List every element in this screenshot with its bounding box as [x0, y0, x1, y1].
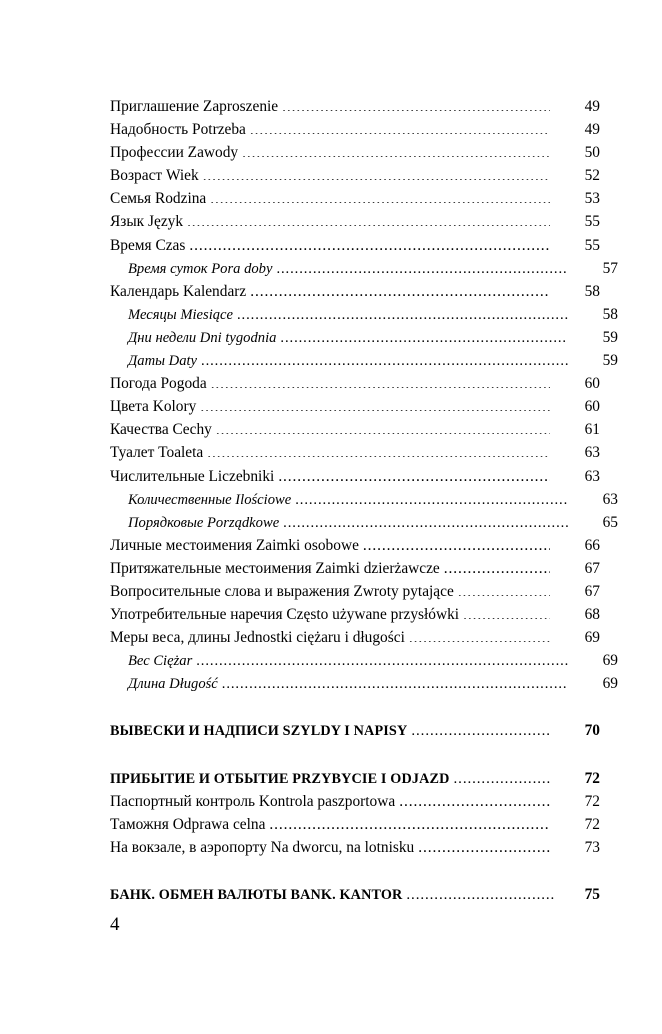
- toc-dot-leader: [276, 258, 568, 273]
- toc-dot-leader: [363, 534, 550, 549]
- toc-entry-page-number: 49: [584, 121, 600, 139]
- toc-entry-page-number: 72: [584, 792, 600, 810]
- toc-entry-label: Цвета Kolory: [110, 398, 197, 416]
- toc-dot-leader: [295, 489, 568, 504]
- page-folio-number: 4: [110, 914, 120, 935]
- toc-dot-leader: [282, 96, 550, 111]
- toc-entry[interactable]: [110, 234, 600, 257]
- toc-entry-label: ВЫВЕСКИ И НАДПИСИ SZYLDY I NAPISY: [110, 723, 408, 740]
- toc-dot-leader: [200, 396, 550, 411]
- toc-entry[interactable]: [110, 649, 618, 672]
- toc-dot-leader: [237, 304, 568, 319]
- toc-entry-label: Возраст Wiek: [110, 167, 199, 185]
- toc-entry-label: Числительные Liczebniki: [110, 467, 275, 485]
- toc-entry-label: ПРИБЫТИЕ И ОТБЫТИЕ PRZYBYCIE I ODJAZD: [110, 770, 450, 787]
- toc-entry-label: Притяжательные местоимения Zaimki dzierżawcze: [110, 559, 440, 577]
- toc-entry-label: Время суток Pora doby: [128, 260, 273, 277]
- toc-entry[interactable]: [110, 349, 618, 372]
- toc-entry[interactable]: [110, 372, 600, 395]
- toc-entry[interactable]: [110, 118, 600, 141]
- toc-entry-page-number: 72: [584, 769, 600, 787]
- toc-entry-label: Длина Długość: [128, 676, 218, 693]
- toc-entry-label: Употребительные наречия Często używane przysłówki: [110, 606, 460, 624]
- toc-entry-page-number: 72: [584, 815, 600, 833]
- toc-entry[interactable]: [110, 465, 600, 488]
- toc-entry-page-number: 52: [584, 167, 600, 185]
- toc-entry-label: Меры веса, длины Jednostki ciężaru i długości: [110, 629, 405, 647]
- toc-dot-leader: [406, 884, 554, 899]
- toc-entry-label: На вокзале, в аэропорту Na dworcu, na lotnisku: [110, 838, 415, 856]
- toc-entry[interactable]: [110, 303, 618, 326]
- toc-entry-page-number: 57: [602, 259, 618, 277]
- toc-dot-leader: [280, 327, 568, 342]
- toc-dot-leader: [454, 768, 550, 783]
- toc-entry-page-number: 60: [584, 375, 600, 393]
- toc-entry-label: Дни недели Dni tygodnia: [128, 329, 277, 346]
- toc-entry-page-number: 59: [602, 328, 618, 346]
- toc-entry-label: Семья Rodzina: [110, 190, 207, 208]
- toc-dot-leader: [250, 280, 550, 295]
- toc-entry-page-number: 69: [602, 652, 618, 670]
- toc-entry[interactable]: [110, 257, 618, 280]
- toc-entry-label: Личные местоимения Zaimki osobowe: [110, 536, 359, 554]
- toc-entry-page-number: 49: [584, 98, 600, 115]
- toc-entry-label: Язык Język: [110, 213, 184, 231]
- toc-dot-leader: [458, 581, 550, 596]
- toc-entry-label: Вес Ciężar: [128, 653, 193, 670]
- toc-entry[interactable]: [110, 719, 600, 742]
- toc-entry[interactable]: [110, 603, 600, 626]
- toc-entry-page-number: 63: [584, 467, 600, 485]
- toc-entry-page-number: 75: [584, 885, 600, 903]
- toc-entry-label: Профессии Zawody: [110, 144, 239, 162]
- toc-entry-label: Туалет Toaleta: [110, 444, 204, 462]
- toc-entry[interactable]: [110, 441, 600, 464]
- toc-dot-leader: [411, 720, 550, 735]
- toc-entry-page-number: 59: [602, 352, 618, 370]
- toc-entry-page-number: 63: [584, 444, 600, 462]
- toc-entry-label: Погода Pogoda: [110, 375, 207, 393]
- toc-entry-page-number: 66: [584, 536, 600, 554]
- toc-entry-label: Качества Cechy: [110, 421, 212, 439]
- toc-entry-label: Паспортный контроль Kontrola paszportowa: [110, 792, 396, 810]
- toc-entry[interactable]: [110, 767, 600, 790]
- toc-dot-leader: [409, 627, 550, 642]
- toc-entry-label: Вопросительные слова и выражения Zwroty pytające: [110, 582, 454, 600]
- toc-dot-leader: [222, 673, 568, 688]
- toc-entry[interactable]: [110, 534, 600, 557]
- toc-entry-page-number: 67: [584, 559, 600, 577]
- toc-dot-leader: [189, 234, 550, 249]
- toc-entry[interactable]: [110, 790, 600, 813]
- toc-dot-leader: [196, 650, 568, 665]
- toc-entry-page-number: 55: [584, 236, 600, 254]
- toc-dot-leader: [203, 165, 550, 180]
- toc-entry-page-number: 73: [584, 838, 600, 856]
- toc-dot-leader: [418, 836, 550, 851]
- toc-dot-leader: [250, 119, 550, 134]
- toc-entry[interactable]: [110, 836, 600, 859]
- toc-entry-page-number: 67: [584, 582, 600, 600]
- toc-entry[interactable]: [110, 95, 600, 118]
- toc-entry-label: БАНК. ОБМЕН ВАЛЮТЫ BANK. KANTOR: [110, 886, 403, 903]
- toc-entry-label: Количественные Ilościowe: [128, 491, 292, 508]
- toc-entry[interactable]: [110, 141, 600, 164]
- toc-entry[interactable]: [110, 511, 618, 534]
- toc-entry-label: Надобность Potrzeba: [110, 121, 246, 139]
- toc-entry-page-number: 61: [584, 421, 600, 439]
- toc-dot-leader: [216, 419, 550, 434]
- toc-entry-page-number: 65: [602, 513, 618, 531]
- toc-dot-leader: [444, 557, 550, 572]
- toc-entry-page-number: 70: [584, 722, 600, 740]
- toc-entry[interactable]: [110, 626, 600, 649]
- toc-entry[interactable]: [110, 672, 618, 695]
- toc-entry-page-number: 53: [584, 190, 600, 208]
- toc-entry-label: Таможня Odprawa celna: [110, 815, 266, 833]
- toc-entry-page-number: 58: [602, 305, 618, 323]
- toc-entry[interactable]: [110, 418, 600, 441]
- toc-entry-label: Порядковые Porządkowe: [128, 514, 280, 531]
- toc-entry[interactable]: [110, 395, 600, 418]
- toc-entry-page-number: 60: [584, 398, 600, 416]
- toc-entry[interactable]: [110, 280, 600, 303]
- toc-entry-label: Даты Daty: [128, 353, 198, 370]
- toc-entry[interactable]: [110, 580, 600, 603]
- toc-entry-label: Время Czas: [110, 236, 186, 254]
- toc-entry[interactable]: [110, 164, 600, 187]
- toc-entry[interactable]: [110, 326, 618, 349]
- toc-dot-leader: [283, 512, 568, 527]
- toc-dot-leader: [201, 350, 568, 365]
- toc-entry-page-number: 68: [584, 606, 600, 624]
- toc-entry[interactable]: [110, 883, 600, 906]
- toc-dot-leader: [278, 465, 550, 480]
- toc-dot-leader: [210, 188, 550, 203]
- toc-entry[interactable]: [110, 210, 600, 233]
- toc-entry-page-number: 69: [602, 675, 618, 693]
- toc-entry-label: Месяцы Miesiące: [128, 306, 233, 323]
- toc-entry[interactable]: [110, 813, 600, 836]
- toc-dot-leader: [242, 142, 550, 157]
- toc-entry-page-number: 55: [584, 213, 600, 231]
- toc-dot-leader: [211, 373, 550, 388]
- toc-entry-label: Календарь Kalendarz: [110, 282, 247, 300]
- toc-dot-leader: [187, 211, 550, 226]
- toc-dot-leader: [399, 790, 550, 805]
- toc-entry-label: Приглашение Zaproszenie: [110, 98, 279, 115]
- toc-entry-page-number: 63: [602, 490, 618, 508]
- toc-entry-page-number: 58: [584, 282, 600, 300]
- toc-dot-leader: [207, 442, 550, 457]
- toc-entry-page-number: 69: [584, 629, 600, 647]
- toc-dot-leader: [463, 604, 550, 619]
- toc-dot-leader: [269, 813, 550, 828]
- toc-entry[interactable]: [110, 187, 600, 210]
- toc-entry[interactable]: [110, 557, 600, 580]
- table-of-contents: [110, 95, 618, 906]
- toc-entry[interactable]: [110, 488, 618, 511]
- toc-entry-page-number: 50: [584, 144, 600, 162]
